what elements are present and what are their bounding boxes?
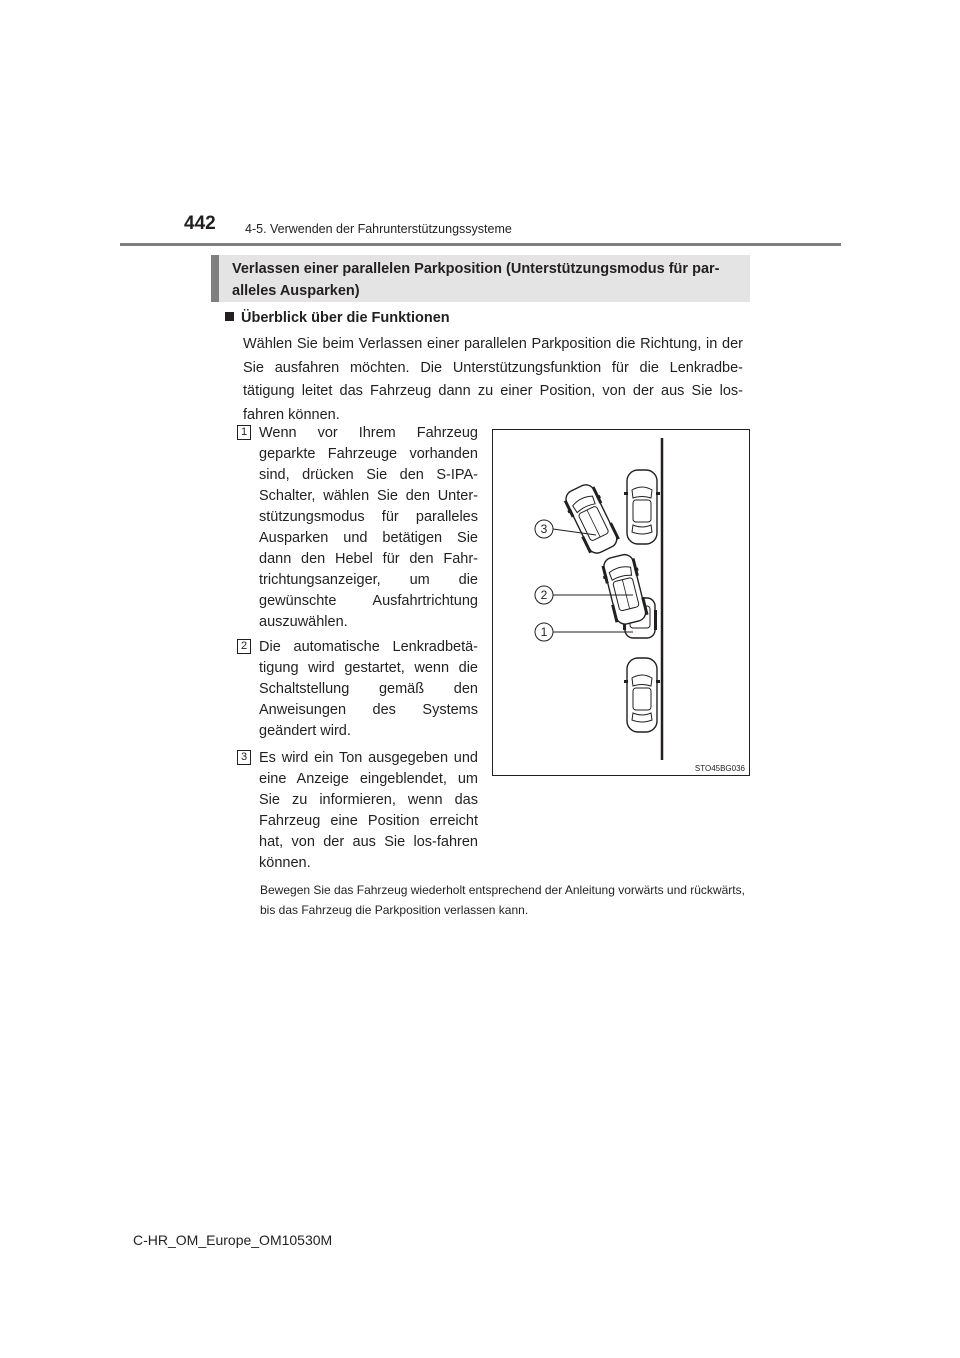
parked-car-front: [624, 470, 660, 544]
step-number-3: 3: [237, 750, 251, 765]
callout-2: [535, 586, 553, 604]
header-rule: [120, 243, 841, 246]
step-text-3: Es wird ein Ton ausgegeben und eine Anzeige eingeblendet, um Sie zu informieren, wenn das Fahrzeug eine Position erreicht hat, von der aus Sie los-fahren können.: [259, 750, 478, 871]
parking-diagram-svg: [493, 430, 749, 775]
sub-heading-text: Überblick über die Funktionen: [241, 310, 450, 326]
heading-line-1: Verlassen einer parallelen Parkposition (Unterstützungsmodus für par-: [232, 261, 720, 277]
section-title: 4-5. Verwenden der Fahrunterstützungssysteme: [245, 222, 512, 236]
callout-1: [535, 623, 553, 641]
step-number-1: 1: [237, 425, 251, 440]
step-text-1: Wenn vor Ihrem Fahrzeug geparkte Fahrzeuge vorhanden sind, drücken Sie den S-IPA-Schalter, wählen Sie den Unter-stützungsmodus für paralleles Ausparken und betätigen Sie dann den Hebel für den Fahr-trichtungsanzeiger, um die gewünschte Ausfahrtrichtung auszuwählen.: [259, 425, 478, 630]
figure-code: STO45BG036: [694, 764, 745, 773]
heading-line-2: alleles Ausparken): [232, 283, 360, 299]
page-number: 442: [184, 213, 216, 234]
sub-heading: [225, 310, 450, 326]
vehicle-position-2: [599, 552, 650, 627]
callout-3: [535, 520, 553, 538]
parked-car-rear: [624, 658, 660, 732]
intro-paragraph: Wählen Sie beim Verlassen einer parallelen Parkposition die Richtung, in der Sie ausfahren möchten. Die Unterstützungsfunktion für die Lenkradbe-tätigung leitet das Fahrzeug dann zu einer Position, von der aus Sie los-fahren können.: [243, 336, 743, 423]
parking-diagram: [492, 429, 750, 776]
callout-1-label: 1: [540, 625, 548, 639]
square-bullet-icon: [225, 312, 234, 321]
callout-3-label: 3: [540, 522, 548, 536]
note-text: Bewegen Sie das Fahrzeug wiederholt entsprechend der Anleitung vorwärts und rückwärts, bis das Fahrzeug die Parkposition verlassen kann.: [260, 883, 745, 917]
step-text-2: Die automatische Lenkradbetä-tigung wird gestartet, wenn die Schaltstellung gemäß den Anweisungen des Systems geändert wird.: [259, 639, 478, 739]
heading-box: [211, 255, 750, 302]
callout-2-label: 2: [540, 588, 548, 602]
step-number-2: 2: [237, 639, 251, 654]
footer-document-id: C-HR_OM_Europe_OM10530M: [133, 1232, 333, 1248]
vehicle-position-3: [560, 481, 622, 558]
